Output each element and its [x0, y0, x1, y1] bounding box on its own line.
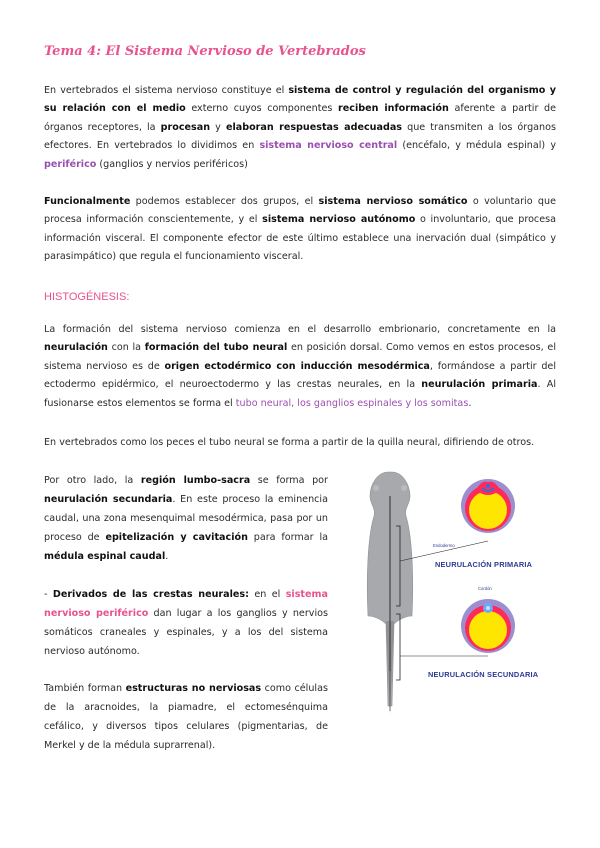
label-secondary-neurulation: NEURULACIÓN SECUNDARIA	[428, 670, 539, 679]
tiny-label-secondary: Cordón	[478, 586, 492, 591]
section-heading: HISTOGÉNESIS:	[44, 291, 130, 303]
secondary-cross-section	[461, 599, 515, 653]
primary-cross-section	[461, 479, 515, 533]
tiny-label-primary: Endodermo	[433, 543, 455, 548]
histogenesis-paragraph: La formación del sistema nervioso comienza en el desarrollo embrionario, concretamente en la neurulación con la formación del tubo neural en posición dorsal. Como vemos en estos procesos, el sistema nervioso es de origen ectodérmico con inducción mesodérmica, formándose a partir del ectodermo epidérmico, el neuroectodermo y las crestas neurales, en la neurulación primaria. Al fusionarse estos elementos se forma el tubo neural, los ganglios espinales y los somitas.	[44, 324, 556, 409]
secondary-bracket	[396, 614, 400, 680]
secondary-neurulation-paragraph: Por otro lado, la región lumbo-sacra se forma por neurulación secundaria. En este proceso la eminencia caudal, una zona mesenquimal mesodérmica, pasa por un proceso de epitelización y cavitación para formar la médula espinal caudal.	[44, 475, 328, 562]
functional-paragraph: Funcionalmente podemos establecer dos grupos, el sistema nervioso somático o voluntario que procesa información conscientemente, y el sistema nervioso autónomo o involuntario, que procesa información visceral. El componente efector de este último establece una inervación dual (simpático y parasimpático) que regula el funcionamiento visceral.	[44, 196, 556, 263]
fish-paragraph: En vertebrados como los peces el tubo neural se forma a partir de la quilla neural, difiriendo de otros.	[44, 437, 535, 448]
neural-crest-paragraph: - Derivados de las crestas neurales: en el sistema nervioso periférico dan lugar a los ganglios y nervios somáticos craneales y espinales, y a los del sistema nervioso autónomo.	[44, 589, 328, 657]
label-primary-neurulation: NEURULACIÓN PRIMARIA	[435, 560, 533, 569]
neurulation-figure	[340, 466, 565, 716]
non-nervous-paragraph: También forman estructuras no nerviosas como células de la aracnoides, la piamadre, el ectomesénquima cefálico, y diversos tipos celulares (pigmentarias, de Merkel y de la médula suprarrenal).	[44, 683, 328, 751]
intro-paragraph: En vertebrados el sistema nervioso constituye el sistema de control y regulación del organismo y su relación con el medio externo cuyos componentes reciben información aferente a partir de órganos receptores, la procesan y elaboran respuestas adecuadas que transmiten a los órganos efectores. En vertebrados lo dividimos en sistema nervioso central (encéfalo, y médula espinal) y periférico (ganglios y nervios periféricos)	[44, 85, 556, 170]
embryo-ear-right	[401, 485, 407, 491]
page-title: Tema 4: El Sistema Nervioso de Vertebrados	[44, 44, 366, 59]
embryo-ear-left	[373, 485, 379, 491]
